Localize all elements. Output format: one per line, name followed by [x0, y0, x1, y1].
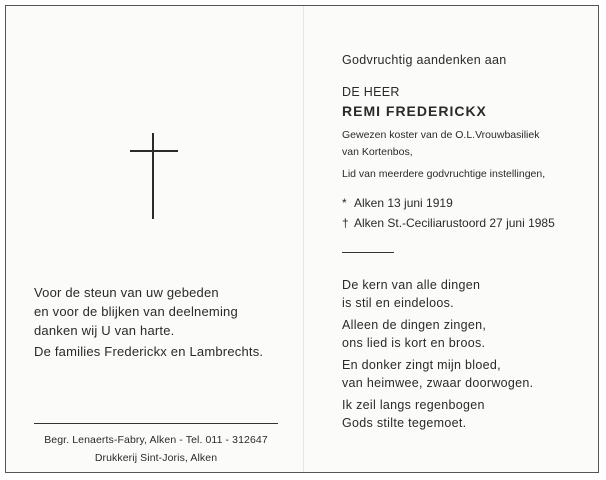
cross-vertical-bar — [152, 133, 154, 219]
short-divider — [342, 252, 394, 253]
death-dagger-icon: † — [342, 216, 349, 230]
memory-heading: Godvruchtig aandenken aan — [342, 53, 507, 67]
birth-line — [342, 193, 555, 213]
membership-line: Lid van meerdere godvruchtige instellingen, — [342, 168, 546, 180]
poem-line: Ik zeil langs regenbogen — [342, 398, 485, 412]
birth-star-icon: * — [342, 196, 347, 210]
poem-line: is stil en eindeloos. — [342, 295, 454, 310]
honorific: DE HEER — [342, 85, 400, 99]
poem-line: van heimwee, zwaar doorwogen. — [342, 375, 534, 390]
divider-line — [34, 423, 278, 424]
role-line: Gewezen koster van de O.L.Vrouwbasiliek — [342, 129, 540, 141]
birth-text: Alken 13 juni 1919 — [354, 196, 453, 210]
printer-line: Drukkerij Sint-Joris, Alken — [94, 452, 218, 464]
poem — [342, 277, 533, 437]
role-line: van Kortenbos, — [342, 146, 413, 158]
card-fold — [303, 6, 304, 472]
poem-line: Gods stilte tegemoet. — [342, 415, 467, 430]
deceased-name: REMI FREDERICKX — [342, 103, 487, 119]
poem-stanza — [342, 277, 533, 312]
role-description — [342, 127, 539, 161]
memorial-card — [5, 5, 599, 473]
family-signature: De families Frederickx en Lambrechts. — [34, 344, 264, 359]
thanks-line: en voor de blijken van deelneming — [34, 304, 238, 319]
death-line — [342, 213, 555, 233]
death-text: Alken St.-Ceciliarustoord 27 juni 1985 — [354, 216, 555, 230]
poem-stanza — [342, 397, 533, 432]
poem-line: En donker zingt mijn bloed, — [342, 358, 501, 372]
printer-info — [34, 431, 278, 467]
cross-icon — [130, 133, 178, 219]
thanks-line: danken wij U van harte. — [34, 323, 175, 338]
life-dates — [342, 193, 555, 233]
poem-line: ons lied is kort en broos. — [342, 335, 486, 350]
poem-line: De kern van alle dingen — [342, 278, 481, 292]
cross-horizontal-bar — [130, 150, 178, 152]
poem-stanza — [342, 357, 533, 392]
thanks-text — [34, 283, 263, 361]
thanks-line: Voor de steun van uw gebeden — [34, 285, 219, 300]
printer-line: Begr. Lenaerts-Fabry, Alken - Tel. 011 - 312647 — [44, 434, 268, 446]
poem-line: Alleen de dingen zingen, — [342, 318, 487, 332]
poem-stanza — [342, 317, 533, 352]
